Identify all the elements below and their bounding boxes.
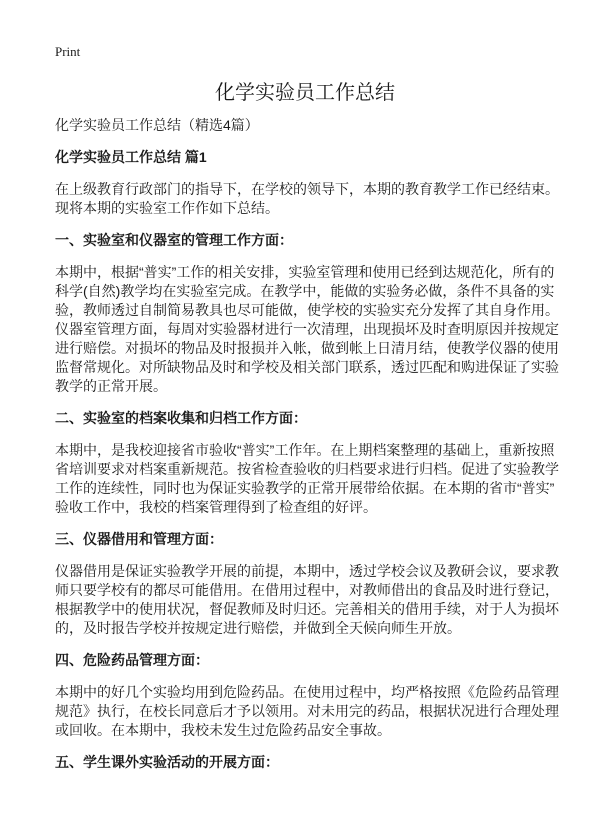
paragraph-line: 或回收。在本期中，我校未发生过危险药品安全事故。 bbox=[55, 722, 391, 738]
paragraph-line: 仪器借用是保证实验教学开展的前提，本期中，透过学校会议及教研会议，要求教 bbox=[55, 563, 559, 579]
document bbox=[55, 44, 559, 785]
paragraph-line: 师只要学校有的都尽可能借用。在借用过程中，对教师借出的食品及时进行登记， bbox=[55, 582, 559, 598]
document-subtitle: 化学实验员工作总结（精选4篇） bbox=[55, 117, 259, 133]
paragraph bbox=[55, 562, 559, 638]
paragraph-line: 根据教学中的使用状况，督促教师及时归还。完善相关的借用手续，对于人为损坏 bbox=[55, 601, 559, 617]
section-heading: 五、学生课外实验活动的开展方面： bbox=[55, 754, 279, 770]
paragraph-line: 省培训要求对档案重新规范。按省检查验收的归档要求进行归档。促进了实验教学 bbox=[55, 461, 559, 477]
paragraph-line: 进行赔偿。对损坏的物品及时报损并入帐，做到帐上日清月结，使教学仪器的使用 bbox=[55, 340, 559, 356]
paragraph-line: 本期中的好几个实验均用到危险药品。在使用过程中，均严格按照《危险药品管理 bbox=[55, 684, 559, 700]
paragraph-line: 监督常规化。对所缺物品及时和学校及相关部门联系，透过匹配和购进保证了实验 bbox=[55, 359, 559, 375]
section-title: 化学实验员工作总结 篇1 bbox=[55, 149, 207, 165]
paragraph-line: 工作的连续性，同时也为保证实验教学的正常开展带给依据。在本期的省市“普实” bbox=[55, 480, 555, 496]
paragraph-line: 教学的正常开展。 bbox=[55, 378, 167, 394]
section-heading: 四、危险药品管理方面： bbox=[55, 652, 209, 668]
paragraph-line: 验收工作中，我校的档案管理得到了检查组的好评。 bbox=[55, 499, 377, 515]
paragraph-line: 科学(自然)教学均在实验室完成。在教学中，能做的实验务必做，条件不具备的实 bbox=[55, 283, 555, 299]
paragraph-line: 的，及时报告学校并按规定进行赔偿，并做到全天候向师生开放。 bbox=[55, 620, 461, 636]
page-title: 化学实验员工作总结 bbox=[215, 82, 395, 104]
print-link[interactable]: Print bbox=[55, 44, 81, 59]
paragraph bbox=[55, 683, 559, 740]
document-body bbox=[55, 180, 559, 772]
paragraph-line: 规范》执行，在校长同意后才予以领用。对未用完的药品，根据状况进行合理处理 bbox=[55, 703, 559, 719]
paragraph bbox=[55, 180, 559, 218]
paragraph-line: 在上级教育行政部门的指导下，在学校的领导下，本期的教育教学工作已经结束。 bbox=[55, 181, 559, 197]
section-heading: 二、实验室的档案收集和归档工作方面： bbox=[55, 410, 307, 426]
paragraph-line: 验，教师透过自制简易教具也尽可能做，使学校的实验实充分发挥了其自身作用。 bbox=[55, 302, 559, 318]
paragraph bbox=[55, 263, 559, 396]
section-heading: 三、仪器借用和管理方面： bbox=[55, 531, 223, 547]
paragraph-line: 仪器室管理方面，每周对实验器材进行一次清理，出现损坏及时查明原因并按规定 bbox=[55, 321, 559, 337]
paragraph bbox=[55, 441, 559, 517]
section-heading: 一、实验室和仪器室的管理工作方面： bbox=[55, 232, 293, 248]
paragraph-line: 现将本期的实验室工作作如下总结。 bbox=[55, 200, 279, 216]
paragraph-line: 本期中，是我校迎接省市验收“普实”工作年。在上期档案整理的基础上，重新按照 bbox=[55, 442, 555, 458]
paragraph-line: 本期中，根据“普实”工作的相关安排，实验室管理和使用已经到达规范化，所有的 bbox=[55, 264, 555, 280]
